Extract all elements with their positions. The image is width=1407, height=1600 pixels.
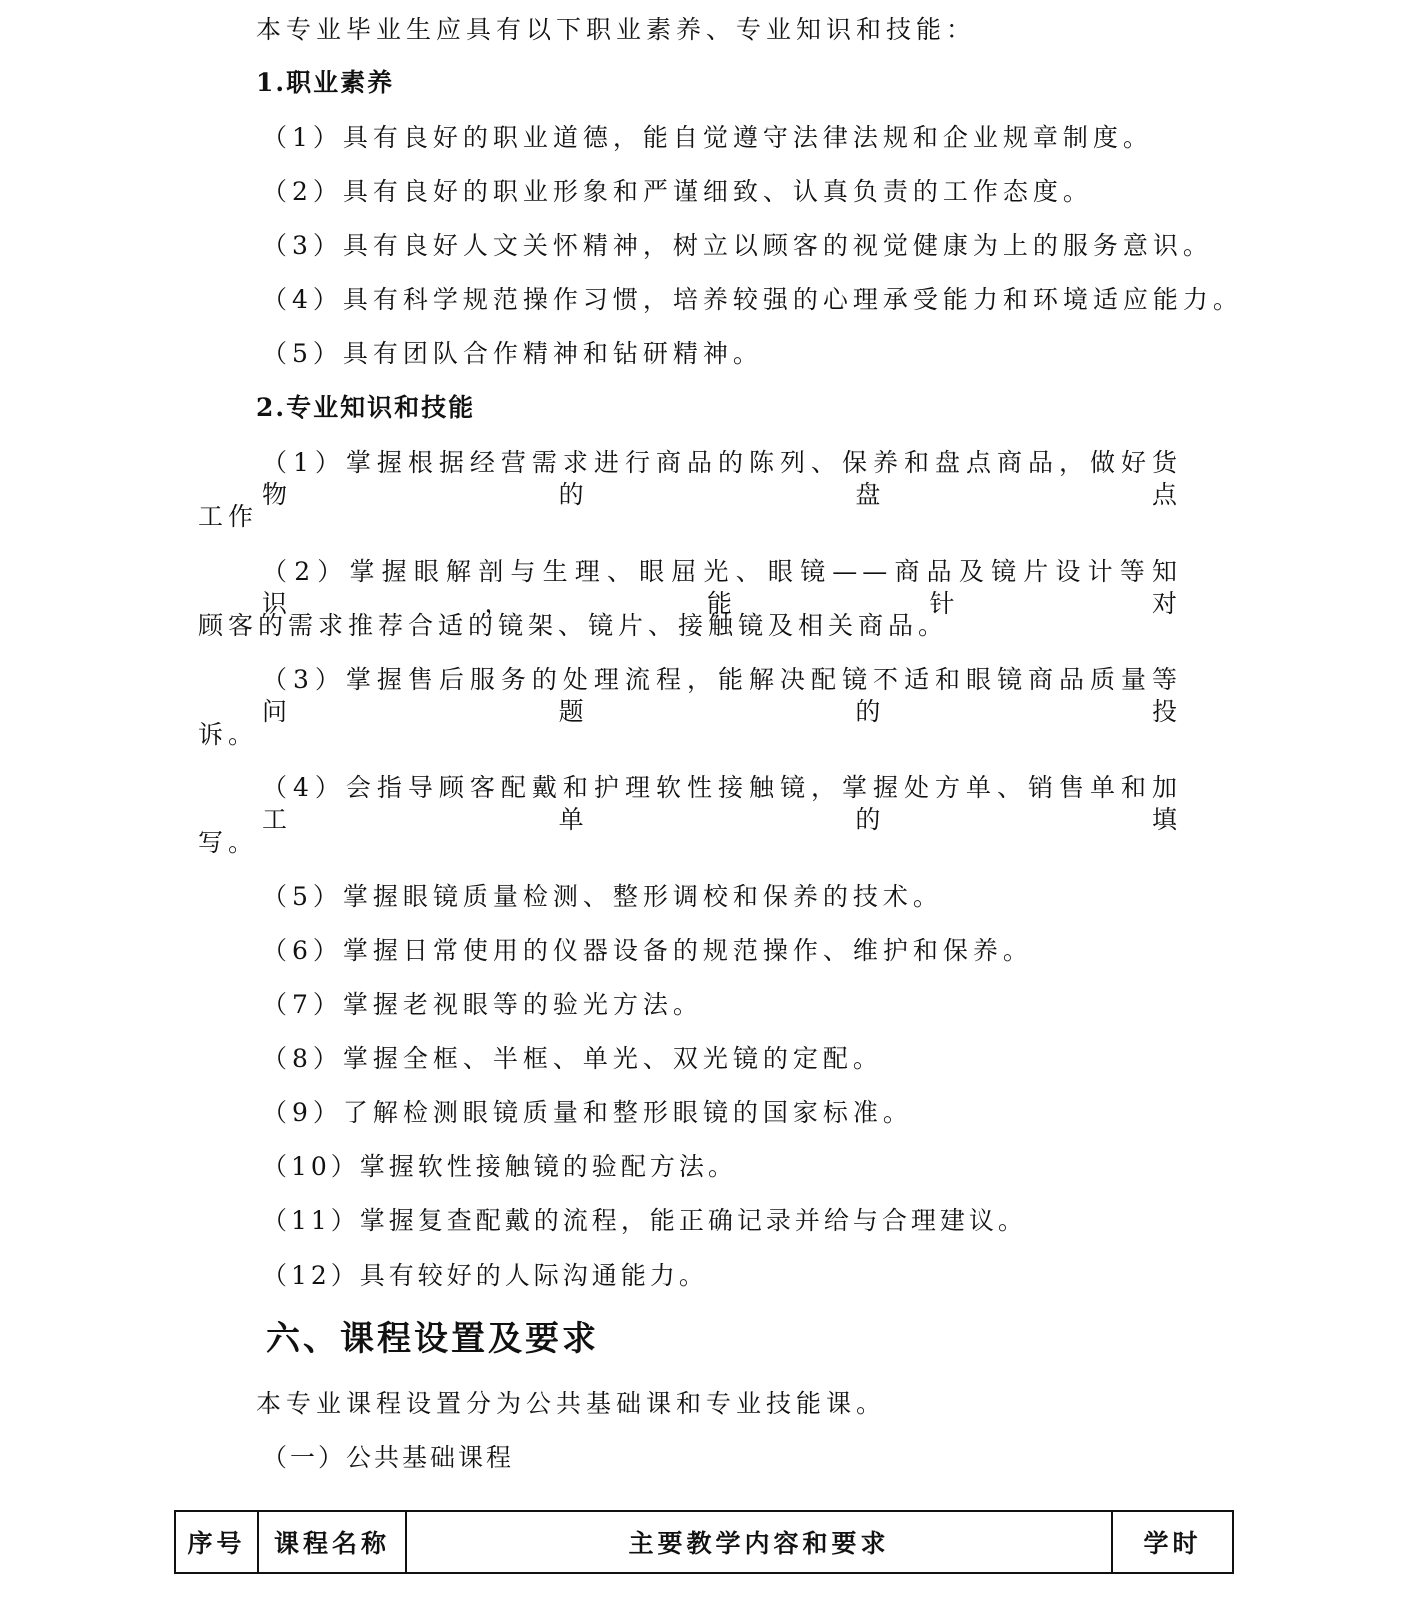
skill-item-12: （12）具有较好的人际沟通能力。 xyxy=(262,1261,708,1290)
skill-item-7: （7）掌握老视眼等的验光方法。 xyxy=(262,990,703,1019)
curriculum-intro: 本专业课程设置分为公共基础课和专业技能课。 xyxy=(256,1389,887,1418)
column-header-content: 主要教学内容和要求 xyxy=(406,1511,1112,1573)
section-heading-curriculum: 六、课程设置及要求 xyxy=(266,1319,599,1359)
column-header-hours: 学时 xyxy=(1112,1511,1233,1573)
skill-item-10: （10）掌握软性接触镜的验配方法。 xyxy=(262,1152,737,1181)
skill-item-6: （6）掌握日常使用的仪器设备的规范操作、维护和保养。 xyxy=(262,936,1033,965)
column-header-number: 序号 xyxy=(175,1511,258,1573)
quality-item-3: （3）具有良好人文关怀精神，树立以顾客的视觉健康为上的服务意识。 xyxy=(262,231,1213,260)
skill-item-3-line-1: （3）掌握售后服务的处理流程，能解决配镜不适和眼镜商品质量等问题的投 xyxy=(262,665,1182,726)
skill-item-8: （8）掌握全框、半框、单光、双光镜的定配。 xyxy=(262,1044,883,1073)
subsection-title-public-courses: （一）公共基础课程 xyxy=(262,1443,515,1472)
section-title-professional-quality: 1.职业素养 xyxy=(256,68,395,97)
quality-item-4: （4）具有科学规范操作习惯，培养较强的心理承受能力和环境适应能力。 xyxy=(262,285,1243,314)
skill-item-1-line-1: （1）掌握根据经营需求进行商品的陈列、保养和盘点商品，做好货物的盘点 xyxy=(262,448,1182,509)
skill-item-5: （5）掌握眼镜质量检测、整形调校和保养的技术。 xyxy=(262,882,943,911)
quality-item-5: （5）具有团队合作精神和钻研精神。 xyxy=(262,339,763,368)
skill-item-4-line-1: （4）会指导顾客配戴和护理软性接触镜，掌握处方单、销售单和加工单的填 xyxy=(262,773,1182,834)
intro-paragraph: 本专业毕业生应具有以下职业素养、专业知识和技能： xyxy=(256,15,977,44)
quality-item-1: （1）具有良好的职业道德，能自觉遵守法律法规和企业规章制度。 xyxy=(262,123,1153,152)
skill-item-3-line-2: 诉。 xyxy=(198,720,259,749)
skill-item-4-line-2: 写。 xyxy=(198,828,259,857)
skill-item-9: （9）了解检测眼镜质量和整形眼镜的国家标准。 xyxy=(262,1098,913,1127)
skill-item-2-line-1: （2）掌握眼解剖与生理、眼屈光、眼镜——商品及镜片设计等知识，能针对 xyxy=(262,557,1182,618)
table-header-row xyxy=(175,1511,1233,1573)
skill-item-1-line-2: 工作 xyxy=(198,502,259,531)
quality-item-2: （2）具有良好的职业形象和严谨细致、认真负责的工作态度。 xyxy=(262,177,1093,206)
course-table xyxy=(174,1510,1234,1574)
skill-item-2-line-2: 顾客的需求推荐合适的镜架、镜片、接触镜及相关商品。 xyxy=(198,611,949,640)
section-title-knowledge-skills: 2.专业知识和技能 xyxy=(256,393,476,422)
skill-item-11: （11）掌握复查配戴的流程，能正确记录并给与合理建议。 xyxy=(262,1206,1027,1235)
column-header-course-name: 课程名称 xyxy=(258,1511,406,1573)
